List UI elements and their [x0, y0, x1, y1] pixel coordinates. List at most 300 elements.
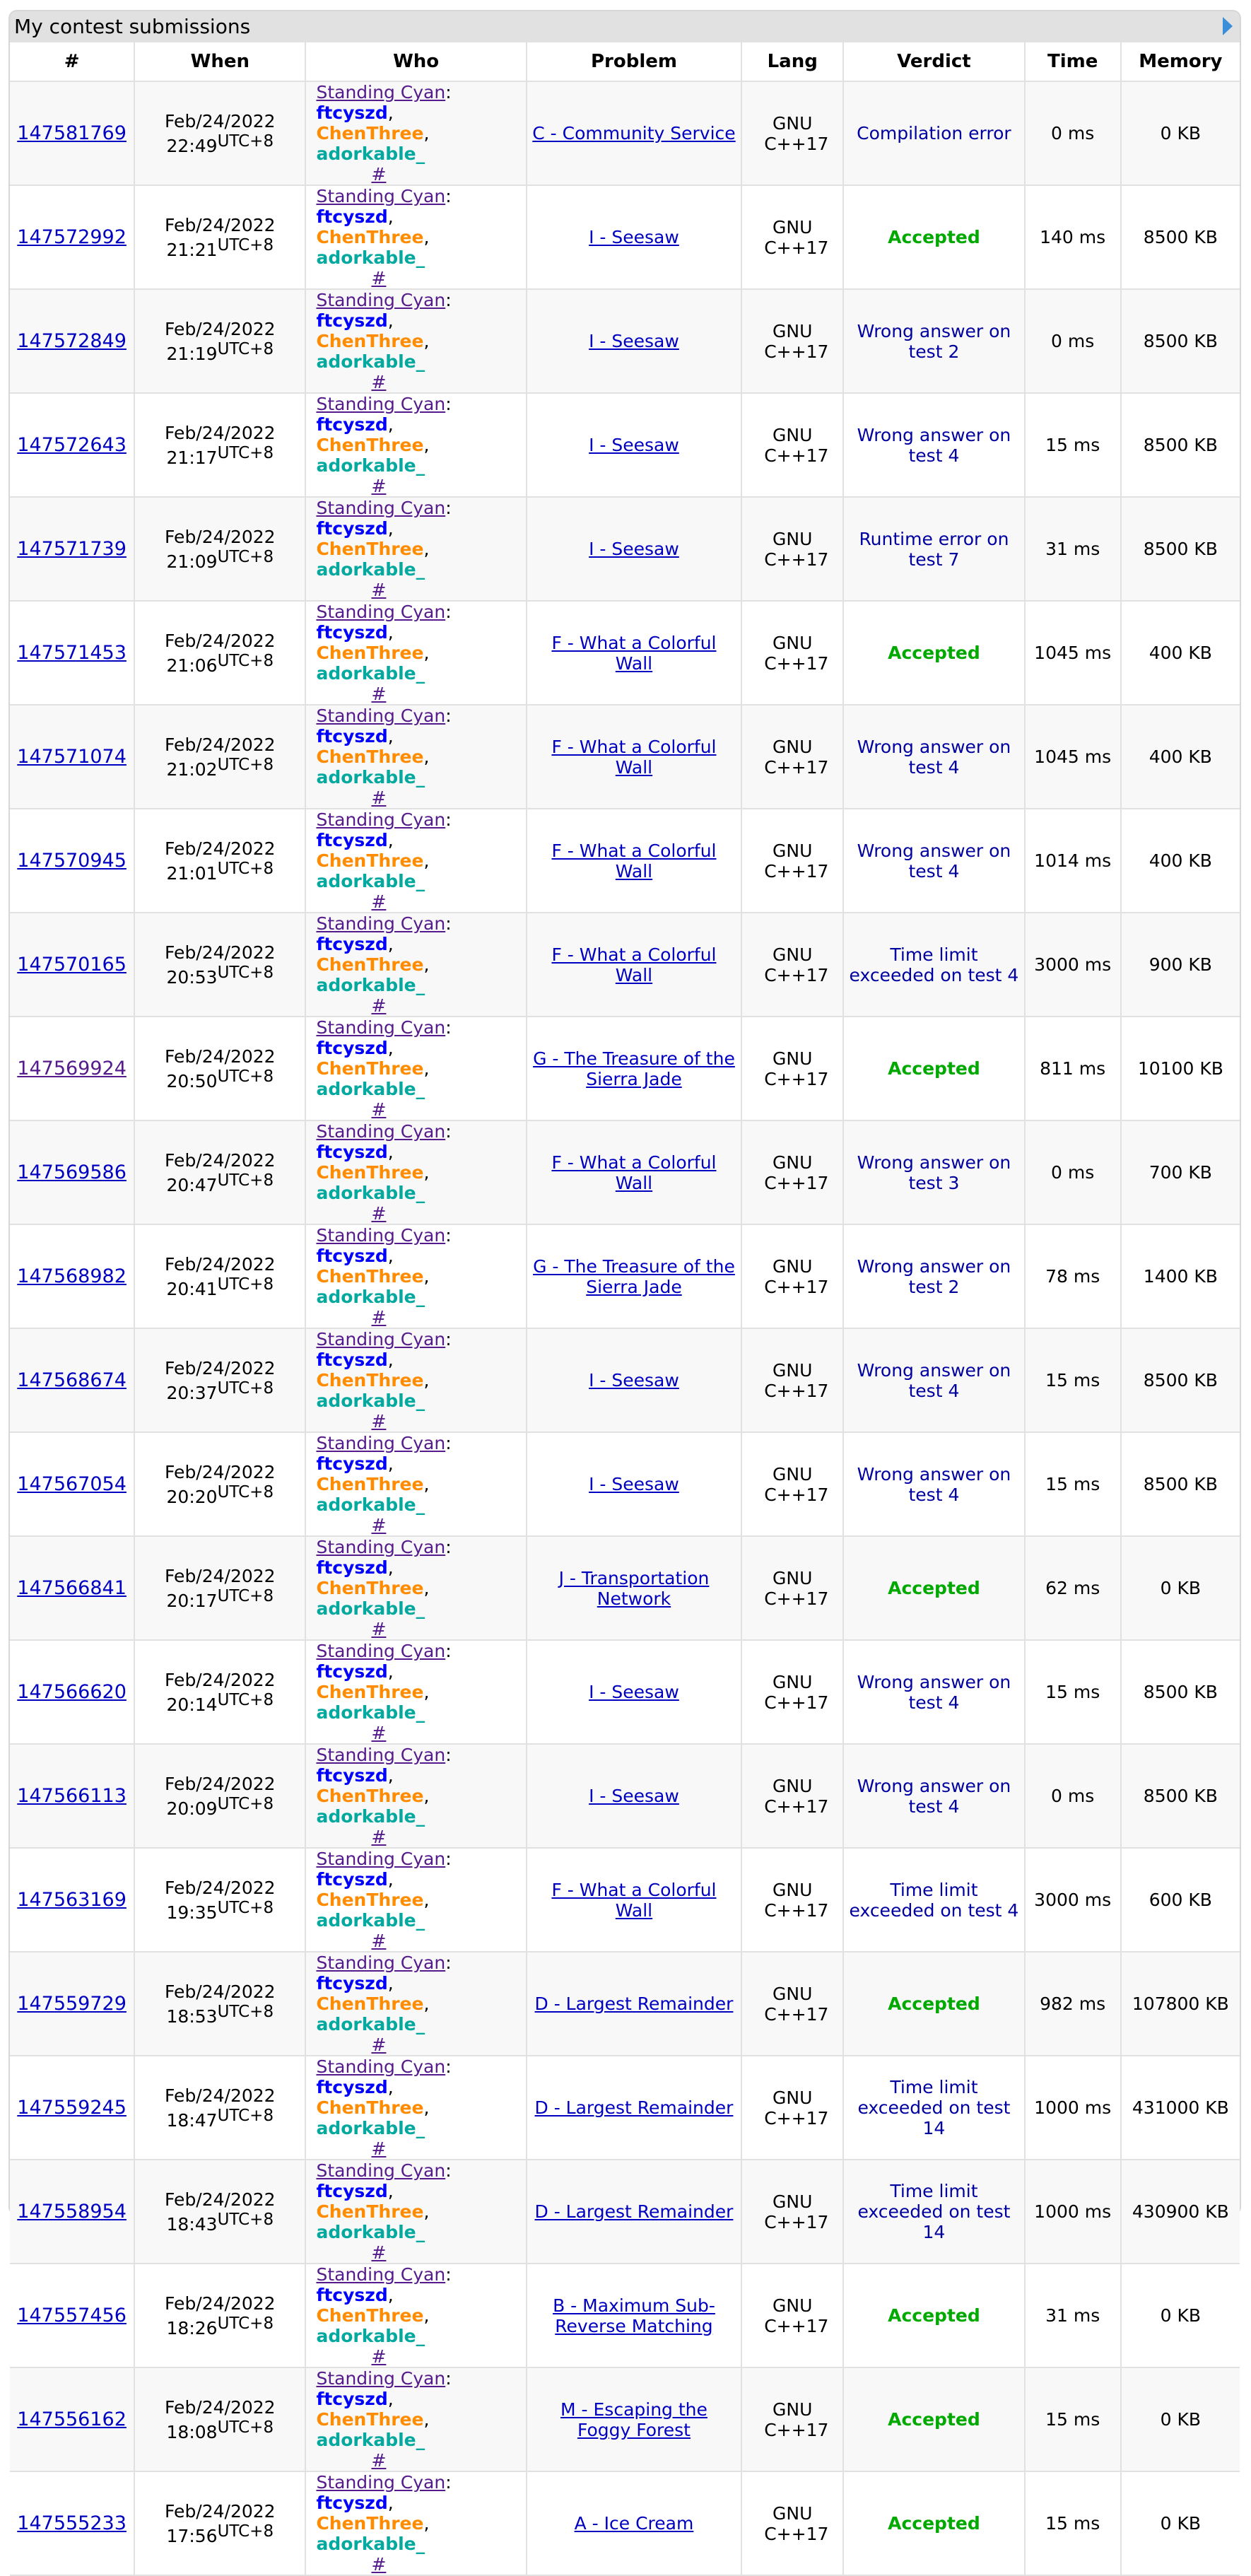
team-hash-link[interactable]: #	[371, 1931, 387, 1951]
memory-used: 431000 KB	[1132, 2097, 1229, 2118]
cell-lang	[741, 1328, 843, 1432]
submission-id-link[interactable]: 147581769	[17, 122, 127, 144]
cell-when	[134, 1848, 305, 1952]
verdict-label[interactable]: Runtime error on test 7	[859, 528, 1009, 570]
memory-used: 8500 KB	[1143, 1370, 1218, 1391]
cell-memory	[1121, 81, 1240, 185]
cell-verdict	[843, 1640, 1024, 1744]
problem-link[interactable]: I - Seesaw	[589, 1786, 679, 1806]
cell-problem	[527, 1017, 741, 1120]
member-link-2[interactable]: ChenThree	[316, 1994, 424, 2014]
submission-id-link[interactable]: 147566113	[17, 1785, 127, 1807]
exec-time: 0 ms	[1051, 331, 1095, 351]
team-separator: :	[445, 913, 452, 934]
member-link-1[interactable]: ftcyszd	[316, 2077, 388, 2097]
team-link[interactable]: Standing Cyan	[316, 498, 446, 518]
team-link[interactable]: Standing Cyan	[316, 1953, 446, 1973]
member-link-3[interactable]: adorkable_	[316, 663, 425, 684]
submission-id-link[interactable]: 147570945	[17, 850, 127, 872]
member-link-2[interactable]: ChenThree	[316, 2097, 424, 2118]
team-separator: :	[445, 706, 452, 726]
submission-id-link[interactable]: 147572643	[17, 434, 127, 456]
submission-id-link[interactable]: 147569924	[17, 1058, 127, 1079]
cell-who: Standing Cyan: ftcyszd, ChenThree, adorkable_ #	[305, 1744, 526, 1848]
member-link-1[interactable]: ftcyszd	[316, 1557, 388, 1578]
table-row	[10, 809, 1240, 913]
submission-date: Feb/24/2022	[165, 1253, 276, 1275]
problem-link[interactable]: F - What a Colorful Wall	[551, 944, 717, 985]
cell-id	[10, 1120, 134, 1224]
member-link-3[interactable]: adorkable_	[316, 2430, 425, 2450]
problem-link[interactable]: G - The Treasure of the Sierra Jade	[533, 1048, 735, 1089]
submission-timezone: UTC+8	[217, 2418, 274, 2437]
team-link[interactable]: Standing Cyan	[316, 706, 446, 726]
member-link-3[interactable]: adorkable_	[316, 1391, 425, 1411]
problem-link[interactable]: F - What a Colorful Wall	[551, 840, 717, 882]
submission-time: 20:50	[166, 1070, 218, 1091]
cell-when	[134, 1432, 305, 1536]
problem-link[interactable]: D - Largest Remainder	[534, 2097, 734, 2118]
verdict-label[interactable]: Wrong answer on test 2	[857, 1255, 1011, 1297]
problem-link[interactable]: D - Largest Remainder	[534, 2201, 734, 2222]
team-link[interactable]: Standing Cyan	[316, 2472, 446, 2493]
member-link-2[interactable]: ChenThree	[316, 1474, 424, 1494]
cell-lang	[741, 2471, 843, 2575]
problem-link[interactable]: I - Seesaw	[589, 539, 679, 559]
member-link-1[interactable]: ftcyszd	[316, 1246, 388, 1266]
team-hash-link[interactable]: #	[371, 1827, 387, 1847]
exec-time: 1000 ms	[1034, 2097, 1112, 2118]
submission-id-link[interactable]: 147568674	[17, 1369, 127, 1391]
team-link[interactable]: Standing Cyan	[316, 2056, 446, 2077]
submission-id-link[interactable]: 147569586	[17, 1161, 127, 1183]
member-link-2[interactable]: ChenThree	[316, 123, 424, 144]
submission-id-link[interactable]: 147559729	[17, 1993, 127, 2015]
member-link-3[interactable]: adorkable_	[316, 1494, 425, 1515]
submission-date: Feb/24/2022	[165, 110, 276, 131]
table-header-row	[10, 42, 1240, 81]
exec-time: 31 ms	[1045, 2305, 1100, 2326]
team-hash-link[interactable]: #	[371, 1619, 387, 1639]
member-link-1[interactable]: ftcyszd	[316, 2181, 388, 2201]
member-link-3[interactable]: adorkable_	[316, 247, 425, 268]
table-row	[10, 1017, 1240, 1120]
submission-time: 20:17	[166, 1590, 218, 1611]
table-row	[10, 2264, 1240, 2367]
verdict-label[interactable]: Wrong answer on test 4	[857, 1671, 1011, 1713]
cell-lang	[741, 2367, 843, 2471]
team-link[interactable]: Standing Cyan	[316, 1433, 446, 1453]
memory-used: 0 KB	[1160, 2513, 1202, 2534]
submission-id-link[interactable]: 147572849	[17, 330, 127, 352]
member-link-3[interactable]: adorkable_	[316, 1183, 425, 1203]
language-label: GNU C++17	[764, 320, 829, 362]
submission-time: 21:06	[166, 655, 218, 676]
member-link-1[interactable]: ftcyszd	[316, 2389, 388, 2409]
member-link-2[interactable]: ChenThree	[316, 2305, 424, 2326]
cell-memory	[1121, 2264, 1240, 2367]
verdict-label[interactable]: Compilation error	[857, 123, 1011, 144]
verdict-label[interactable]: Wrong answer on test 2	[857, 320, 1011, 362]
submission-timezone: UTC+8	[217, 2314, 274, 2333]
submission-id-link[interactable]: 147567054	[17, 1473, 127, 1495]
member-link-3[interactable]: adorkable_	[316, 559, 425, 580]
verdict-label[interactable]: Accepted	[888, 1994, 980, 2014]
submission-timezone: UTC+8	[217, 1898, 274, 1917]
team-hash-link[interactable]: #	[371, 788, 387, 808]
problem-link[interactable]: F - What a Colorful Wall	[551, 736, 717, 778]
submission-id-link[interactable]: 147566620	[17, 1681, 127, 1703]
cell-verdict	[843, 1744, 1024, 1848]
team-link[interactable]: Standing Cyan	[316, 1641, 446, 1661]
language-label: GNU C++17	[764, 216, 829, 258]
cell-time	[1025, 2471, 1121, 2575]
member-link-1[interactable]: ftcyszd	[316, 2493, 388, 2513]
language-label: GNU C++17	[764, 1255, 829, 1297]
member-link-2[interactable]: ChenThree	[316, 747, 424, 767]
submission-timezone: UTC+8	[217, 339, 274, 358]
team-hash-link[interactable]: #	[371, 2346, 387, 2367]
submission-id-link[interactable]: 147570165	[17, 954, 127, 976]
cell-problem	[527, 1952, 741, 2056]
member-link-1[interactable]: ftcyszd	[316, 622, 388, 643]
verdict-label[interactable]: Wrong answer on test 4	[857, 1775, 1011, 1817]
member-link-1[interactable]: ftcyszd	[316, 1869, 388, 1890]
member-link-3[interactable]: adorkable_	[316, 351, 425, 372]
cell-who: Standing Cyan: ftcyszd, ChenThree, adorkable_ #	[305, 497, 526, 601]
verdict-label[interactable]: Accepted	[888, 2409, 980, 2430]
member-link-1[interactable]: ftcyszd	[316, 414, 388, 435]
team-link[interactable]: Standing Cyan	[316, 1225, 446, 1246]
member-link-1[interactable]: ftcyszd	[316, 103, 388, 123]
member-link-3[interactable]: adorkable_	[316, 455, 425, 476]
team-hash-link[interactable]: #	[371, 684, 387, 704]
member-link-3[interactable]: adorkable_	[316, 2118, 425, 2138]
team-separator: :	[445, 290, 452, 310]
expand-arrow-icon[interactable]	[1223, 17, 1233, 35]
team-link[interactable]: Standing Cyan	[316, 809, 446, 830]
submission-id-link[interactable]: 147558954	[17, 2201, 127, 2223]
cell-memory	[1121, 2160, 1240, 2264]
verdict-label[interactable]: Accepted	[888, 2305, 980, 2326]
team-separator: :	[445, 1329, 452, 1350]
cell-who: Standing Cyan: ftcyszd, ChenThree, adorkable_ #	[305, 1640, 526, 1744]
team-link[interactable]: Standing Cyan	[316, 1849, 446, 1869]
cell-memory	[1121, 913, 1240, 1017]
submission-time: 21:01	[166, 862, 218, 884]
problem-link[interactable]: I - Seesaw	[589, 331, 679, 351]
member-link-1[interactable]: ftcyszd	[316, 934, 388, 954]
memory-used: 10100 KB	[1137, 1058, 1223, 1079]
verdict-label[interactable]: Wrong answer on test 4	[857, 424, 1011, 466]
exec-time: 1045 ms	[1034, 643, 1112, 663]
problem-link[interactable]: F - What a Colorful Wall	[551, 1879, 717, 1921]
verdict-label[interactable]: Wrong answer on test 3	[857, 1152, 1011, 1193]
team-link[interactable]: Standing Cyan	[316, 2264, 446, 2285]
team-hash-link[interactable]: #	[371, 1723, 387, 1743]
member-link-2[interactable]: ChenThree	[316, 954, 424, 975]
member-link-2[interactable]: ChenThree	[316, 1058, 424, 1079]
cell-time	[1025, 1120, 1121, 1224]
verdict-label[interactable]: Accepted	[888, 1058, 980, 1079]
team-hash-link[interactable]: #	[371, 2035, 387, 2055]
submission-date: Feb/24/2022	[165, 838, 276, 859]
team-link[interactable]: Standing Cyan	[316, 2160, 446, 2181]
member-link-3[interactable]: adorkable_	[316, 2534, 425, 2554]
submission-id-link[interactable]: 147559245	[17, 2097, 127, 2119]
problem-link[interactable]: C - Community Service	[532, 123, 736, 144]
member-link-2[interactable]: ChenThree	[316, 1786, 424, 1806]
team-separator: :	[445, 1953, 452, 1973]
submission-date: Feb/24/2022	[165, 2396, 276, 2418]
table-row	[10, 1640, 1240, 1744]
cell-problem	[527, 1432, 741, 1536]
cell-id	[10, 2056, 134, 2160]
submission-timezone: UTC+8	[217, 2522, 274, 2541]
problem-link[interactable]: I - Seesaw	[589, 1370, 679, 1391]
team-link[interactable]: Standing Cyan	[316, 1745, 446, 1765]
cell-lang	[741, 81, 843, 185]
member-link-2[interactable]: ChenThree	[316, 331, 424, 351]
team-link[interactable]: Standing Cyan	[316, 394, 446, 414]
verdict-label[interactable]: Wrong answer on test 4	[857, 1359, 1011, 1401]
member-link-2[interactable]: ChenThree	[316, 435, 424, 455]
problem-link[interactable]: B - Maximum Sub-Reverse Matching	[553, 2295, 715, 2336]
cell-memory	[1121, 1328, 1240, 1432]
cell-lang	[741, 497, 843, 601]
team-hash-link[interactable]: #	[371, 1099, 387, 1120]
submission-id-link[interactable]: 147566841	[17, 1577, 127, 1599]
team-hash-link[interactable]: #	[371, 1203, 387, 1224]
member-link-2[interactable]: ChenThree	[316, 1370, 424, 1391]
cell-lang	[741, 913, 843, 1017]
team-link[interactable]: Standing Cyan	[316, 2368, 446, 2389]
team-link[interactable]: Standing Cyan	[316, 1537, 446, 1557]
exec-time: 982 ms	[1040, 1994, 1106, 2014]
member-link-2[interactable]: ChenThree	[316, 2513, 424, 2534]
memory-used: 107800 KB	[1132, 1994, 1229, 2014]
team-hash-link[interactable]: #	[371, 2450, 387, 2471]
problem-link[interactable]: M - Escaping the Foggy Forest	[560, 2399, 707, 2440]
cell-when	[134, 1120, 305, 1224]
problem-link[interactable]: D - Largest Remainder	[534, 1994, 734, 2014]
team-hash-link[interactable]: #	[371, 476, 387, 496]
member-link-1[interactable]: ftcyszd	[316, 310, 388, 331]
submission-id-link[interactable]: 147563169	[17, 1889, 127, 1911]
cell-problem	[527, 2056, 741, 2160]
member-link-2[interactable]: ChenThree	[316, 643, 424, 663]
cell-memory	[1121, 185, 1240, 289]
language-label: GNU C++17	[764, 1567, 829, 1609]
member-link-1[interactable]: ftcyszd	[316, 1661, 388, 1682]
verdict-label[interactable]: Time limit exceeded on test 14	[857, 2077, 1011, 2138]
member-link-3[interactable]: adorkable_	[316, 144, 425, 164]
verdict-label[interactable]: Time limit exceeded on test 14	[857, 2181, 1011, 2242]
member-link-2[interactable]: ChenThree	[316, 2409, 424, 2430]
cell-lang	[741, 809, 843, 913]
cell-memory	[1121, 1744, 1240, 1848]
memory-used: 600 KB	[1149, 1890, 1212, 1910]
verdict-label[interactable]: Accepted	[888, 643, 980, 663]
team-link[interactable]: Standing Cyan	[316, 1121, 446, 1142]
cell-problem	[527, 497, 741, 601]
exec-time: 15 ms	[1045, 1370, 1100, 1391]
member-link-3[interactable]: adorkable_	[316, 1598, 425, 1619]
team-separator: :	[445, 498, 452, 518]
member-link-2[interactable]: ChenThree	[316, 1890, 424, 1910]
verdict-label[interactable]: Accepted	[888, 1578, 980, 1598]
cell-who: Standing Cyan: ftcyszd, ChenThree, adorkable_ #	[305, 1328, 526, 1432]
problem-link[interactable]: F - What a Colorful Wall	[551, 632, 717, 674]
member-link-2[interactable]: ChenThree	[316, 1162, 424, 1183]
problem-link[interactable]: A - Ice Cream	[574, 2513, 694, 2534]
member-link-3[interactable]: adorkable_	[316, 1079, 425, 1099]
exec-time: 15 ms	[1045, 2409, 1100, 2430]
member-link-2[interactable]: ChenThree	[316, 1578, 424, 1598]
team-hash-link[interactable]: #	[371, 1411, 387, 1432]
cell-problem	[527, 2160, 741, 2264]
verdict-label[interactable]: Wrong answer on test 4	[857, 736, 1011, 778]
team-hash-link[interactable]: #	[371, 164, 387, 185]
member-link-1[interactable]: ftcyszd	[316, 1973, 388, 1994]
submission-id-link[interactable]: 147557456	[17, 2305, 127, 2326]
problem-link[interactable]: I - Seesaw	[589, 1682, 679, 1702]
cell-lang	[741, 1224, 843, 1328]
team-hash-link[interactable]: #	[371, 372, 387, 392]
submission-id-link[interactable]: 147556162	[17, 2408, 127, 2430]
cell-memory	[1121, 601, 1240, 705]
cell-id	[10, 1640, 134, 1744]
team-hash-link[interactable]: #	[371, 891, 387, 912]
team-link[interactable]: Standing Cyan	[316, 82, 446, 103]
col-header-id: #	[10, 42, 134, 81]
submission-time: 19:35	[166, 1902, 218, 1923]
member-link-1[interactable]: ftcyszd	[316, 518, 388, 539]
cell-verdict	[843, 2264, 1024, 2367]
team-hash-link[interactable]: #	[371, 2242, 387, 2263]
problem-link[interactable]: G - The Treasure of the Sierra Jade	[533, 1255, 735, 1297]
member-link-1[interactable]: ftcyszd	[316, 206, 388, 227]
verdict-label[interactable]: Accepted	[888, 227, 980, 247]
team-link[interactable]: Standing Cyan	[316, 1017, 446, 1038]
submission-id-link[interactable]: 147571453	[17, 642, 127, 664]
member-link-2[interactable]: ChenThree	[316, 1266, 424, 1287]
submission-id-link[interactable]: 147571074	[17, 746, 127, 768]
problem-link[interactable]: I - Seesaw	[589, 1474, 679, 1494]
member-link-3[interactable]: adorkable_	[316, 1287, 425, 1307]
member-link-2[interactable]: ChenThree	[316, 850, 424, 871]
submission-id-link[interactable]: 147572992	[17, 226, 127, 248]
member-link-3[interactable]: adorkable_	[316, 1910, 425, 1931]
problem-link[interactable]: F - What a Colorful Wall	[551, 1152, 717, 1193]
team-hash-link[interactable]: #	[371, 1515, 387, 1535]
submission-id-link[interactable]: 147571739	[17, 538, 127, 560]
member-link-1[interactable]: ftcyszd	[316, 1350, 388, 1370]
verdict-label[interactable]: Wrong answer on test 4	[857, 840, 1011, 882]
cell-who: Standing Cyan: ftcyszd, ChenThree, adorkable_ #	[305, 2367, 526, 2471]
team-hash-link[interactable]: #	[371, 2554, 387, 2575]
problem-link[interactable]: J - Transportation Network	[558, 1567, 710, 1609]
member-link-1[interactable]: ftcyszd	[316, 1453, 388, 1474]
cell-problem	[527, 2471, 741, 2575]
member-link-2[interactable]: ChenThree	[316, 539, 424, 559]
team-hash-link[interactable]: #	[371, 1307, 387, 1328]
submission-date: Feb/24/2022	[165, 214, 276, 235]
problem-link[interactable]: I - Seesaw	[589, 435, 679, 455]
team-link[interactable]: Standing Cyan	[316, 913, 446, 934]
cell-problem	[527, 1640, 741, 1744]
member-link-3[interactable]: adorkable_	[316, 975, 425, 995]
team-link[interactable]: Standing Cyan	[316, 1329, 446, 1350]
submission-id-link[interactable]: 147568982	[17, 1265, 127, 1287]
member-link-3[interactable]: adorkable_	[316, 2222, 425, 2242]
submission-time: 18:43	[166, 2213, 218, 2235]
member-link-1[interactable]: ftcyszd	[316, 2285, 388, 2305]
cell-memory	[1121, 1640, 1240, 1744]
member-link-3[interactable]: adorkable_	[316, 767, 425, 788]
exec-time: 0 ms	[1051, 1786, 1095, 1806]
verdict-label[interactable]: Wrong answer on test 4	[857, 1463, 1011, 1505]
cell-problem	[527, 1328, 741, 1432]
member-link-1[interactable]: ftcyszd	[316, 1765, 388, 1786]
member-link-2[interactable]: ChenThree	[316, 1682, 424, 1702]
cell-verdict	[843, 497, 1024, 601]
member-link-2[interactable]: ChenThree	[316, 2201, 424, 2222]
member-link-3[interactable]: adorkable_	[316, 1806, 425, 1827]
member-link-1[interactable]: ftcyszd	[316, 1038, 388, 1058]
team-hash-link[interactable]: #	[371, 995, 387, 1016]
cell-lang	[741, 705, 843, 809]
verdict-label[interactable]: Time limit exceeded on test 4	[849, 944, 1019, 985]
submission-date: Feb/24/2022	[165, 1046, 276, 1067]
team-link[interactable]: Standing Cyan	[316, 290, 446, 310]
cell-when	[134, 393, 305, 497]
problem-link[interactable]: I - Seesaw	[589, 227, 679, 247]
team-link[interactable]: Standing Cyan	[316, 602, 446, 622]
cell-when	[134, 2264, 305, 2367]
member-link-3[interactable]: adorkable_	[316, 2014, 425, 2035]
cell-verdict	[843, 1536, 1024, 1640]
team-separator: :	[445, 2056, 452, 2077]
member-link-1[interactable]: ftcyszd	[316, 830, 388, 850]
cell-time	[1025, 2056, 1121, 2160]
member-link-3[interactable]: adorkable_	[316, 2326, 425, 2346]
submission-timezone: UTC+8	[217, 131, 274, 151]
verdict-label[interactable]: Time limit exceeded on test 4	[849, 1879, 1019, 1921]
verdict-label[interactable]: Accepted	[888, 2513, 980, 2534]
language-label: GNU C++17	[764, 112, 829, 154]
memory-used: 400 KB	[1149, 850, 1212, 871]
team-hash-link[interactable]: #	[371, 268, 387, 288]
cell-memory	[1121, 393, 1240, 497]
team-link[interactable]: Standing Cyan	[316, 186, 446, 206]
submission-id-link[interactable]: 147555233	[17, 2512, 127, 2534]
member-link-3[interactable]: adorkable_	[316, 871, 425, 891]
cell-verdict	[843, 1224, 1024, 1328]
team-hash-link[interactable]: #	[371, 2138, 387, 2159]
team-hash-link[interactable]: #	[371, 580, 387, 600]
member-link-1[interactable]: ftcyszd	[316, 1142, 388, 1162]
member-link-1[interactable]: ftcyszd	[316, 726, 388, 747]
submission-date: Feb/24/2022	[165, 1461, 276, 1482]
submission-date: Feb/24/2022	[165, 422, 276, 443]
cell-time	[1025, 705, 1121, 809]
cell-id	[10, 1848, 134, 1952]
member-link-3[interactable]: adorkable_	[316, 1702, 425, 1723]
submissions-panel	[8, 10, 1241, 2575]
member-link-2[interactable]: ChenThree	[316, 227, 424, 247]
cell-problem	[527, 1536, 741, 1640]
